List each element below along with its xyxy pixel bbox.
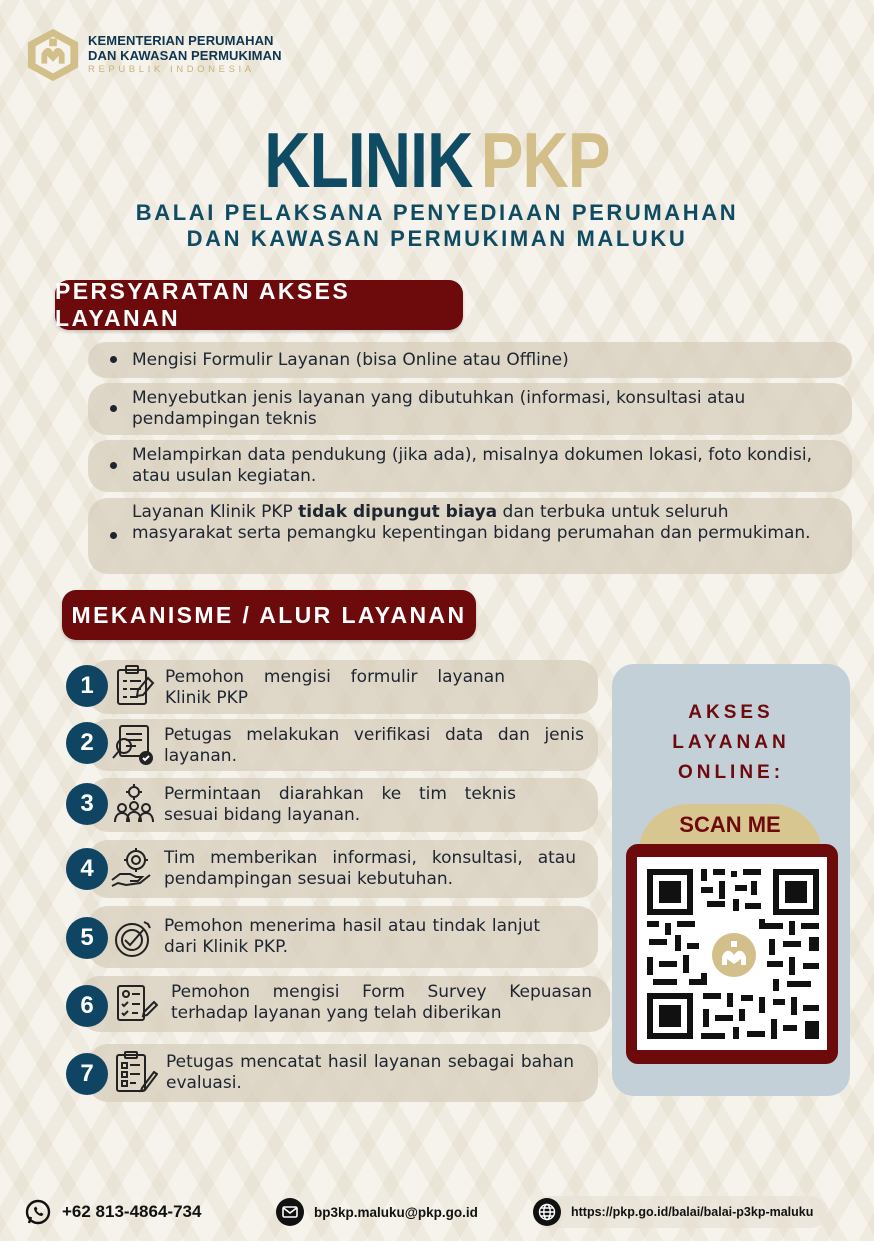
title-klinik: KLINIK xyxy=(264,116,473,204)
org-country: REPUBLIK INDONESIA xyxy=(88,63,255,75)
step-text: Tim memberikan informasi, konsultasi, atau pendampingan sesuai kebutuhan. xyxy=(164,848,576,889)
phone-number: +62 813-4864-734 xyxy=(62,1202,202,1221)
step-text: Petugas mencatat hasil layanan sebagai bahan evaluasi. xyxy=(166,1052,574,1093)
subtitle-line2: DAN KAWASAN PERMUKIMAN MALUKU xyxy=(186,226,688,251)
email-icon xyxy=(276,1198,304,1226)
scan-me-label: SCAN ME xyxy=(638,804,822,860)
form-clipboard-icon xyxy=(112,664,156,708)
step-number: 3 xyxy=(66,783,108,825)
step-text: Pemohon mengisi Form Survey Kepuasan terhadap layanan yang telah diberikan xyxy=(171,982,592,1023)
target-check-icon xyxy=(110,916,154,960)
online-access-line2: LAYANAN xyxy=(672,732,790,753)
requirement-text: Mengisi Formulir Layanan (bisa Online atau Offline) xyxy=(132,349,569,370)
requirement-item xyxy=(88,498,852,574)
footer-email[interactable] xyxy=(276,1196,478,1228)
requirements-heading: PERSYARATAN AKSES LAYANAN xyxy=(55,280,463,330)
online-access-line1: AKSES xyxy=(688,702,774,723)
requirement-text: Melampirkan data pendukung (jika ada), misalnya dokumen lokasi, foto kondisi, atau usulan kegiatan. xyxy=(132,445,812,486)
step-text: Pemohon menerima hasil atau tindak lanjut dari Klinik PKP. xyxy=(164,916,540,957)
step-number: 5 xyxy=(66,917,108,959)
online-access-label xyxy=(612,698,850,788)
email-address: bp3kp.maluku@pkp.go.id xyxy=(314,1204,478,1220)
requirement-item xyxy=(88,383,852,435)
ministry-logo xyxy=(24,22,324,86)
free-of-charge-emphasis: tidak dipungut biaya xyxy=(298,502,498,522)
step-number: 1 xyxy=(66,665,108,707)
requirement-text: Menyebutkan jenis layanan yang dibutuhkan (informasi, konsultasi atau pendampingan teknis xyxy=(132,388,746,429)
step-text: Petugas melakukan verifikasi data dan jenis layanan. xyxy=(164,725,584,766)
ministry-emblem-icon xyxy=(24,25,82,83)
step-text: Pemohon mengisi formulir layanan Klinik PKP xyxy=(165,667,505,708)
checklist-pencil-icon xyxy=(114,1050,158,1094)
org-name-line2: DAN KAWASAN PERMUKIMAN xyxy=(88,47,282,63)
team-gear-icon xyxy=(112,782,156,826)
step-number: 4 xyxy=(66,848,108,890)
website-url: https://pkp.go.id/balai/balai-p3kp-maluku xyxy=(571,1205,814,1219)
page-title xyxy=(79,118,796,202)
step-number: 6 xyxy=(66,985,108,1027)
globe-icon xyxy=(533,1198,561,1226)
title-pkp: PKP xyxy=(480,116,610,204)
org-name-line1: KEMENTERIAN PERUMAHAN xyxy=(88,32,274,48)
subtitle-line1: BALAI PELAKSANA PENYEDIAAN PERUMAHAN xyxy=(135,200,739,225)
qr-code[interactable] xyxy=(637,857,827,1050)
step-number: 7 xyxy=(66,1053,108,1095)
survey-form-icon xyxy=(114,982,158,1026)
footer-phone[interactable] xyxy=(24,1196,201,1228)
mechanism-heading: MEKANISME / ALUR LAYANAN xyxy=(62,590,476,640)
requirement-text: Layanan Klinik PKP tidak dipungut biaya dan terbuka untuk seluruh masyarakat serta pemangku kepentingan bidang perumahan dan permukiman. xyxy=(132,502,811,543)
step-number: 2 xyxy=(66,722,108,764)
page-subtitle xyxy=(0,200,874,252)
footer-website[interactable] xyxy=(533,1196,827,1228)
step-text: Permintaan diarahkan ke tim teknis sesuai bidang layanan. xyxy=(164,784,516,825)
hand-service-icon xyxy=(110,846,154,890)
whatsapp-icon xyxy=(24,1198,52,1226)
verify-document-icon xyxy=(110,722,154,766)
requirement-item xyxy=(88,440,852,492)
qr-code-icon xyxy=(637,857,827,1050)
online-access-line3: ONLINE: xyxy=(677,762,785,783)
requirement-item xyxy=(88,342,852,378)
